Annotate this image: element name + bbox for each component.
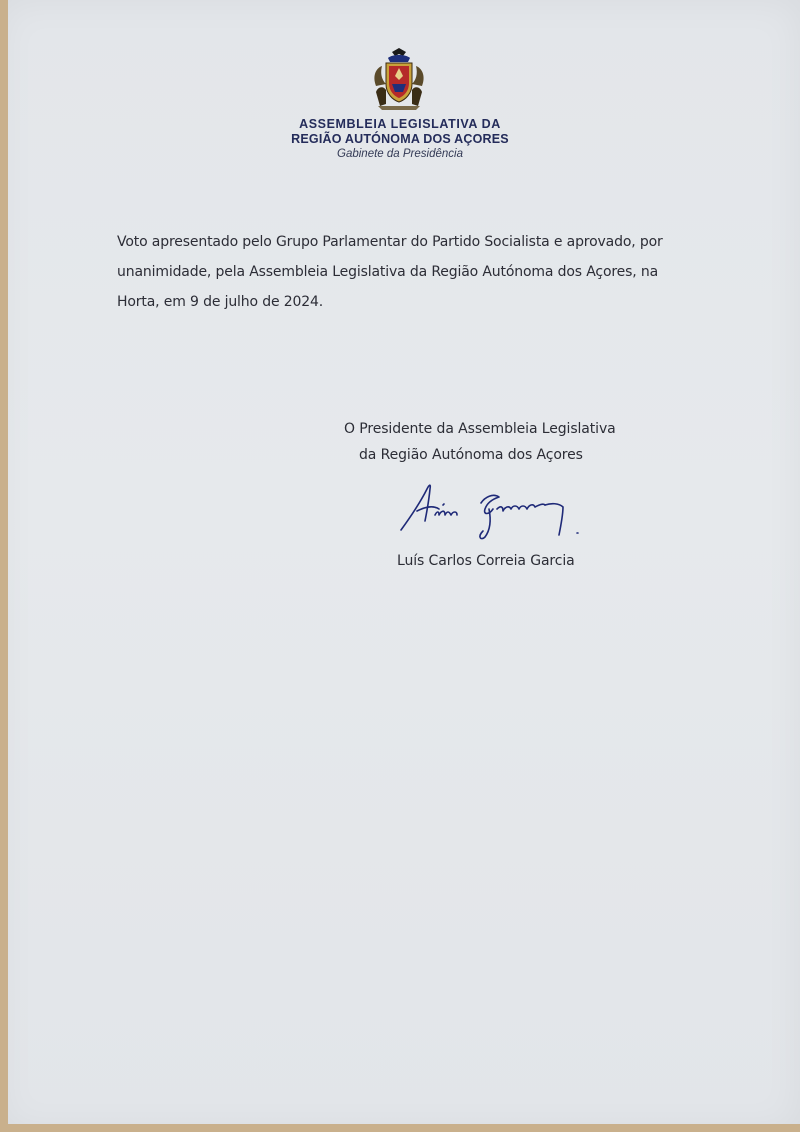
signatory-title-line2: da Região Autónoma dos Açores bbox=[359, 447, 583, 463]
coat-of-arms-icon bbox=[370, 46, 428, 112]
table-edge-left bbox=[0, 0, 8, 1132]
body-paragraph-line: Horta, em 9 de julho de 2024. bbox=[117, 294, 324, 310]
department-name: Gabinete da Presidência bbox=[337, 148, 463, 160]
institution-name-line1: ASSEMBLEIA LEGISLATIVA DA bbox=[299, 117, 501, 131]
signatory-title-line1: O Presidente da Assembleia Legislativa bbox=[344, 421, 616, 437]
table-edge-bottom bbox=[0, 1124, 800, 1132]
body-paragraph-line: Voto apresentado pelo Grupo Parlamentar do Partido Socialista e aprovado, por bbox=[117, 234, 663, 250]
body-paragraph-line: unanimidade, pela Assembleia Legislativa da Região Autónoma dos Açores, na bbox=[117, 264, 659, 280]
signatory-name: Luís Carlos Correia Garcia bbox=[397, 553, 575, 569]
institution-name-line2: REGIÃO AUTÓNOMA DOS AÇORES bbox=[291, 132, 509, 146]
handwritten-signature bbox=[395, 475, 595, 545]
